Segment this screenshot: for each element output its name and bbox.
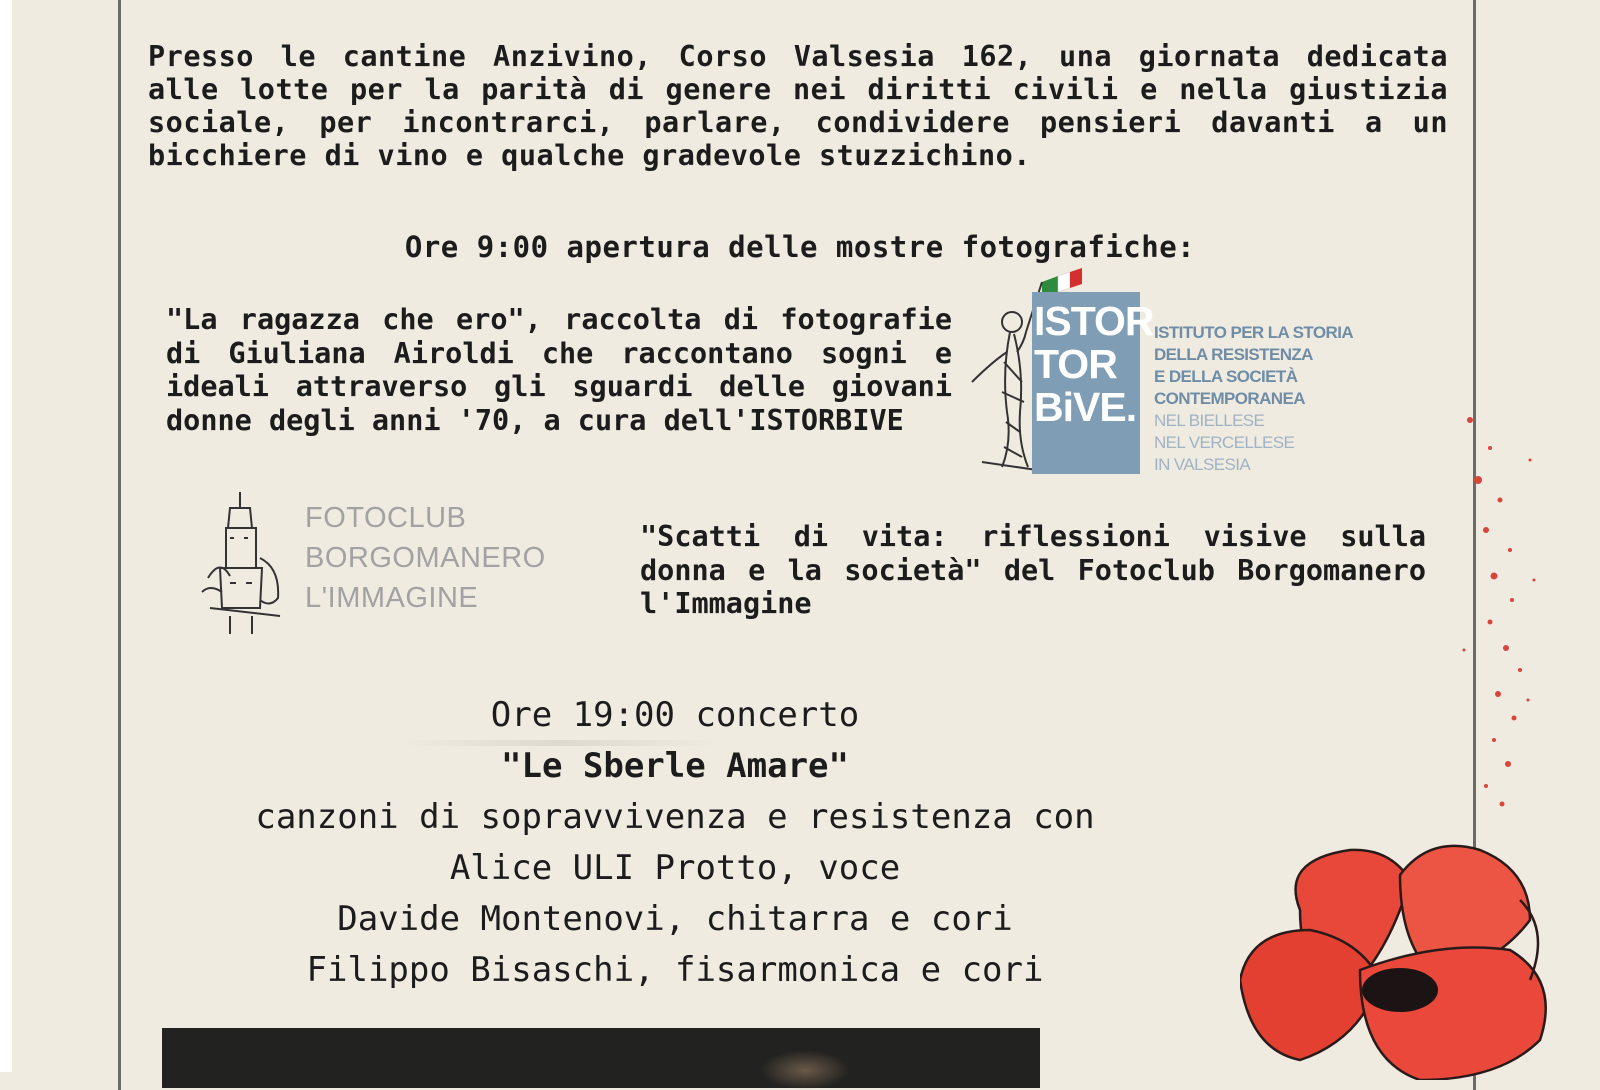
partisan-figure-icon [972,312,1037,470]
poppy-center-icon [1362,968,1438,1012]
istorbive-region-line: NEL BIELLESE [1154,411,1265,430]
istorbive-region-line: NEL VERCELLESE [1154,433,1295,452]
band-photo [162,1028,1040,1088]
paint-splatter-decoration [1450,400,1590,820]
exhibitions-heading: Ore 9:00 apertura delle mostre fotografiche: [404,230,1196,264]
istorbive-letters-line: ISTOR [1034,298,1154,344]
istorbive-name-line: CONTEMPORANEA [1154,389,1305,408]
performer-line: Alice ULI Protto, voce [449,848,901,888]
istorbive-region-line: IN VALSESIA [1154,455,1251,474]
fotoclub-name-line: BORGOMANERO [305,542,546,574]
istorbive-name-line: DELLA RESISTENZA [1154,345,1313,364]
istorbive-letters-line: TOR [1034,341,1117,387]
concert-subtitle: canzoni di sopravvivenza e resistenza con [255,797,1095,837]
istorbive-name-line: ISTITUTO PER LA STORIA [1154,323,1354,342]
exhibit-istorbive-description: "La ragazza che ero", raccolta di fotografie di Giuliana Airoldi che raccontano sogni e ideali attraverso gli sguardi delle giovani donne degli anni '70, a cura dell'ISTORBIVE [166,303,952,437]
fotoclub-name-line: L'IMMAGINE [305,582,479,614]
performer-line: Filippo Bisaschi, fisarmonica e cori [306,950,1044,990]
fotoclub-tower-icon [200,488,290,636]
intro-paragraph: Presso le cantine Anzivino, Corso Valsesia 162, una giornata dedicata alle lotte per la parità di genere nei diritti civili e nella giustizia sociale, per incontrarci, parlare, condividere pensieri davanti a un bicchiere di vino e qualche gradevole stuzzichino. [148,40,1448,172]
band-photo-highlight [760,1050,850,1090]
fotoclub-name-line: FOTOCLUB [305,502,467,534]
poppy-flower-decoration [1240,840,1570,1080]
istorbive-name-line: E DELLA SOCIETÀ [1154,367,1298,386]
concert-time: Ore 19:00 concerto [490,695,860,735]
istorbive-logo-text [1154,322,1454,476]
concert-section [150,690,1200,996]
performer-line: Davide Montenovi, chitarra e cori [337,899,1013,939]
concert-title: "Le Sberle Amare" [501,746,849,786]
istorbive-letters-line: BiVE. [1034,384,1137,430]
exhibit-fotoclub-description: "Scatti di vita: riflessioni visive sulla donna e la società" del Fotoclub Borgomanero l'Immagine [640,520,1426,620]
istorbive-logo-letters [1034,298,1154,430]
fotoclub-logo-text [305,498,595,618]
page-margin [0,0,12,1072]
